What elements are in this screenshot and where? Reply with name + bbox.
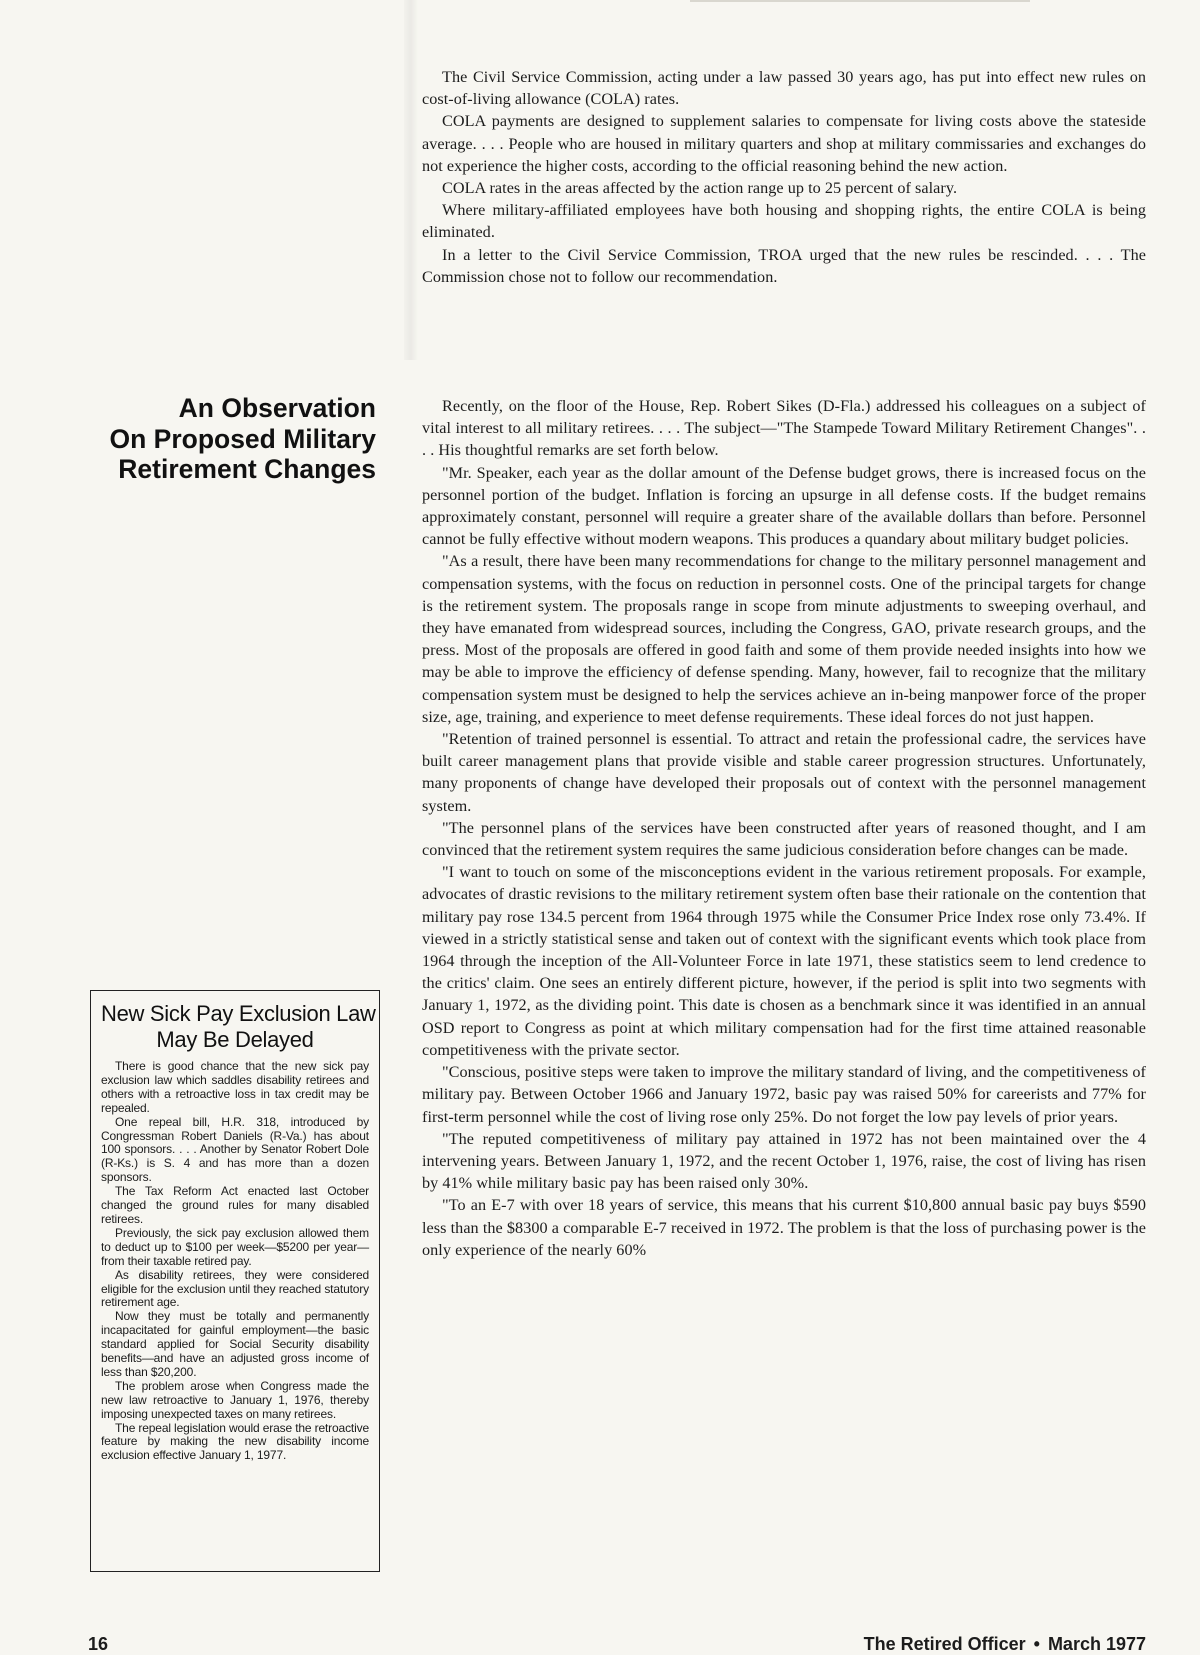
observation-paragraph-3: "As a result, there have been many recommendations for change to the military personnel management and compensation systems, with the focus on reduction in personnel costs. One of the principal targets for change is the retirement system. The proposals range in scope from minute adjustments to sweeping overhaul, and they have emanated from widespread sources, including the Congress, GAO, private research groups, and the press. Most of the proposals are offered in good faith and some of them provide needed insights into how we may be able to improve the efficiency of defense spending. Many, however, fail to recognize that the military compensation system must be designed to help the services achieve an in-being manpower force of the proper size, age, training, and experience to meet defense requirements. These ideal forces do not just happen.	[422, 552, 1146, 726]
sick-pay-sidebar-box	[90, 990, 380, 1572]
observation-paragraph-7: "Conscious, positive steps were taken to improve the military standard of living, and the competitiveness of military pay. Between October 1966 and January 1972, basic pay was raised 50% for careerists and 77% for first-term personnel while the cost of living rose only 25%. Do not forget the low pay levels of prior years.	[422, 1063, 1146, 1126]
publication-name: The Retired Officer	[863, 1634, 1026, 1654]
sidebar-title-line-2: May Be Delayed	[156, 1026, 314, 1052]
cola-paragraph-4: Where military-affiliated employees have both housing and shopping rights, the entire COLA is being eliminated.	[422, 201, 1146, 242]
observation-paragraph-2: "Mr. Speaker, each year as the dollar amount of the Defense budget grows, there is increased focus on the personnel portion of the budget. Inflation is forcing an upsurge in all defense costs. If the budget remains approximately constant, personnel will require a greater share of the available dollars than before. Personnel cannot be fully effective without modern weapons. This produces a quandary about military budget policies.	[422, 463, 1146, 549]
cola-paragraph-5: In a letter to the Civil Service Commission, TROA urged that the new rules be rescinded. . . . The Commission chose not to follow our recommendation.	[422, 245, 1146, 286]
observation-paragraph-6: "I want to touch on some of the misconceptions evident in the various retirement proposals. For example, advocates of drastic revisions to the military retirement system often base their rationale on the contention that military pay rose 134.5 percent from 1964 through 1975 while the Consumer Price Index rose only 73.4%. If viewed in a strictly statistical sense and taken out of context with the significant events which took place from 1964 through the inception of the All-Volunteer Force in late 1971, these statistics seem to lend credence to the critics' claim. One sees an entirely different picture, however, if the period is split into two segments with January 1, 1972, as the dividing point. This date is chosen as a benchmark since it was identified in an annual OSD report to Congress as point at which military compensation had for the first time attained reasonable competitiveness with the private sector.	[422, 863, 1146, 1059]
observation-paragraph-4: "Retention of trained personnel is essential. To attract and retain the professional cadre, the services have built career management plans that provide visible and stable career progression structures. Unfortunately, many proponents of change have developed their proposals out of context with the personnel management system.	[422, 730, 1146, 815]
sidebar-paragraph-5: As disability retirees, they were considered eligible for the exclusion until they reached statutory retirement age.	[101, 1267, 369, 1310]
observation-article-body	[422, 395, 1146, 1261]
running-footer	[864, 1634, 1146, 1655]
cola-paragraph-2: COLA payments are designed to supplement salaries to compensate for living costs above the stateside average. . . . People who are housed in military quarters and shop at military commissaries and exchanges do not experience the higher costs, according to the official reasoning behind the new action.	[422, 112, 1146, 175]
headline-line-2: On Proposed Military	[109, 423, 376, 454]
cola-paragraph-3: COLA rates in the areas affected by the action range up to 25 percent of salary.	[442, 179, 958, 198]
observation-paragraph-5: "The personnel plans of the services have been constructed after years of reasoned thought, and I am convinced that the retirement system requires the same judicious consideration before changes can be made.	[422, 818, 1146, 860]
sidebar-paragraph-8: The repeal legislation would erase the retroactive feature by making the new disability income exclusion effective January 1, 1977.	[101, 1420, 369, 1463]
page-number: 16	[88, 1634, 109, 1654]
sidebar-paragraph-4: Previously, the sick pay exclusion allowed them to deduct up to $100 per week—$5200 per year—from their taxable retired pay.	[101, 1225, 369, 1268]
sidebar-paragraph-2: One repeal bill, H.R. 318, introduced by Congressman Robert Daniels (R-Va.) has about 100 sponsors. . . . Another by Senator Robert Dole (R-Ks.) is S. 4 and has more than a dozen sponsors.	[101, 1114, 369, 1185]
sidebar-paragraph-6: Now they must be totally and permanently incapacitated for gainful employment—the basic standard applied for Social Security disability benefits—and have an adjusted gross income of less than $20,200.	[101, 1309, 369, 1379]
sidebar-paragraph-7: The problem arose when Congress made the new law retroactive to January 1, 1976, thereby imposing unexpected taxes on many retirees.	[101, 1378, 369, 1421]
top-edge-mark	[690, 0, 1030, 2]
headline-line-3: Retirement Changes	[118, 454, 376, 484]
observation-paragraph-9: "To an E-7 with over 18 years of service, this means that his current $10,800 annual basic pay buys $590 less than the $8300 a comparable E-7 received in 1972. The problem is that the loss of purchasing power is the only experience of the nearly 60%	[422, 1196, 1146, 1259]
issue-date: March 1977	[1047, 1634, 1146, 1654]
sidebar-paragraph-3: The Tax Reform Act enacted last October changed the ground rules for many disabled retirees.	[101, 1184, 369, 1226]
gutter-shadow	[404, 0, 418, 360]
headline-line-1: An Observation	[178, 393, 376, 423]
sidebar-paragraph-1: There is good chance that the new sick pay exclusion law which saddles disability retirees and others with a retroactive loss in tax credit may be repealed.	[101, 1059, 369, 1115]
observation-paragraph-8: "The reputed competitiveness of military pay attained in 1972 has not been maintained over the 4 intervening years. Between January 1, 1972, and the recent October 1, 1976, raise, the cost of living has risen by 41% while military basic pay has been raised only 30%.	[422, 1129, 1146, 1193]
sidebar-title-line-1: New Sick Pay Exclusion Law	[101, 1001, 376, 1026]
sidebar-title	[101, 1001, 376, 1052]
cola-paragraph-1: The Civil Service Commission, acting under a law passed 30 years ago, has put into effect new rules on cost-of-living allowance (COLA) rates.	[422, 68, 1146, 109]
footer-separator: •	[1033, 1634, 1040, 1654]
observation-paragraph-1: Recently, on the floor of the House, Rep. Robert Sikes (D-Fla.) addressed his colleagues on a subject of vital interest to all military retirees. . . . The subject—"The Stampede Toward Military Retirement Changes". . . . His thoughtful remarks are set forth below.	[422, 397, 1146, 460]
observation-headline	[40, 393, 376, 485]
cola-article	[422, 66, 1146, 288]
